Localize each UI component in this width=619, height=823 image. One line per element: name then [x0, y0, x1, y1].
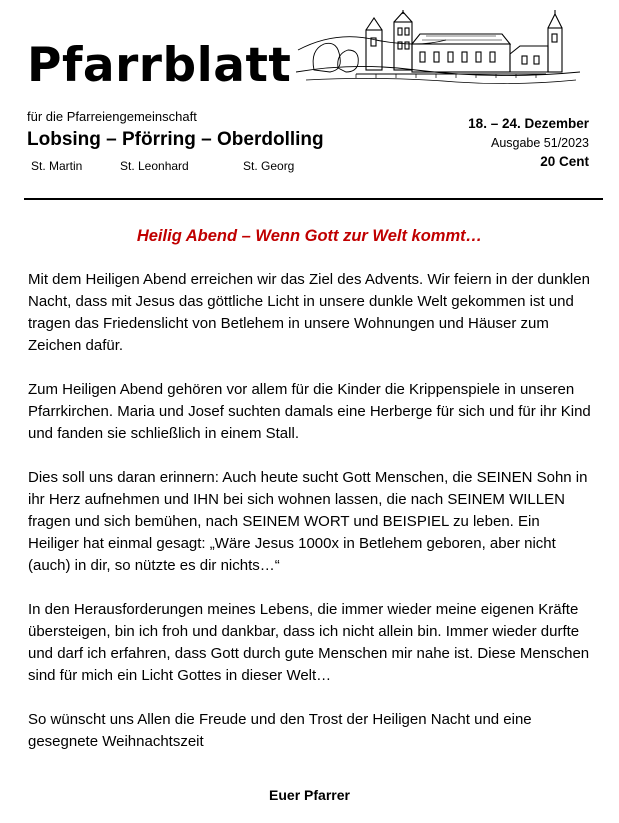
header-divider — [24, 198, 603, 200]
church-name-st-leonhard: St. Leonhard — [120, 159, 189, 173]
article-paragraph: Dies soll uns daran erinnern: Auch heute sucht Gott Menschen, die SEINEN Sohn in ihr Herz aufnehmen und IHN bei sich wohnen lassen, die nach SEINEM WILLEN fragen und sich bemühen, nach SEINEM WORT und BEISPIEL zu leben. Ein Heiliger hat einmal gesagt: „Wäre Jesus 1000x in Betlehem geboren, aber nicht (auch) in dir, so nützte es dir nichts…“ — [28, 469, 588, 574]
article-signature: Euer Pfarrer — [269, 787, 350, 803]
article-paragraph: Zum Heiligen Abend gehören vor allem für die Kinder die Krippenspiele in unseren Pfarrkirchen. Maria und Josef suchten damals eine Herberge für sich und für ihr Kind und fanden sie schließlich in einem Stall. — [28, 381, 591, 442]
article-paragraph: So wünscht uns Allen die Freude und den Trost der Heiligen Nacht und eine gesegnete Weihnachtszeit — [28, 711, 532, 750]
article-headline: Heilig Abend – Wenn Gott zur Welt kommt… — [136, 227, 483, 245]
masthead-subtitle: für die Pfarreiengemeinschaft — [27, 109, 197, 124]
masthead-title: Pfarrblatt — [27, 38, 292, 93]
issue-number: Ausgabe 51/2023 — [490, 136, 589, 150]
church-drawing-icon — [296, 10, 580, 90]
church-name-st-martin: St. Martin — [31, 159, 83, 173]
article-paragraph: In den Herausforderungen meines Lebens, die immer wieder meine eigenen Kräfte übersteigen, bin ich froh und dankbar, dass ich nicht allein bin. Immer wieder durfte und darf ich erfahren, dass Gott durch gute Menschen mir nahe ist. Diese Menschen sind für mich ein Licht Gottes in dieser Welt… — [28, 601, 590, 684]
parish-names: Lobsing – Pförring – Oberdolling — [27, 129, 324, 150]
article-body — [28, 269, 594, 775]
article-paragraph: Mit dem Heiligen Abend erreichen wir das Ziel des Advents. Wir feiern in der dunklen Nacht, dass mit Jesus das göttliche Licht in unsere dunkle Welt gekommen ist und tragen das Friedenslicht von Betlehem in unsere Wohnungen und Häuser zum Zeichen dafür. — [28, 271, 590, 354]
date-range: 18. – 24. Dezember — [468, 116, 589, 131]
price: 20 Cent — [540, 154, 589, 169]
church-name-st-georg: St. Georg — [243, 159, 295, 173]
